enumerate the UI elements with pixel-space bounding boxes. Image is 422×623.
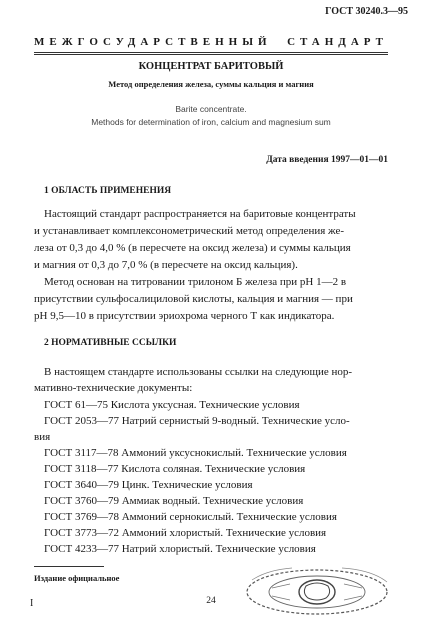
section-1-line: pH 9,5—10 в присутствии эриохрома черного Т как индикатора. [34,310,335,322]
reference-item: ГОСТ 2053—77 Натрий сернистый 9-водный. Технические усло- [44,415,350,427]
reference-item: ГОСТ 3773—72 Аммоний хлористый. Технические условия [44,527,327,539]
section-1-line: Настоящий стандарт распространяется на баритовые концентраты [44,208,356,220]
section-1-line: и магния от 0,3 до 7,0 % (в пересчете на оксид кальция). [34,259,298,271]
reference-item: ГОСТ 3117—78 Аммоний уксуснокислый. Технические условия [44,447,347,459]
section-1-line: присутствии сульфосалициловой кислоты, кальция и магния — при [34,293,353,305]
section-2-heading: 2 НОРМАТИВНЫЕ ССЫЛКИ [44,338,177,348]
reference-item: ГОСТ 3769—78 Аммоний сернокислый. Технические условия [44,511,337,523]
reference-item: ГОСТ 3760—79 Аммиак водный. Технические условия [44,495,304,507]
section-1-line: и устанавливает комплексонометрический метод определения же- [34,225,345,237]
header-rule-top [34,52,388,53]
english-title: Barite concentrate. [175,104,247,114]
page-number: 24 [206,596,216,606]
section-2-intro-line: В настоящем стандарте использованы ссылки на следующие нор- [44,366,353,378]
section-1-line: леза от 0,3 до 4,0 % (в пересчете на оксид железа) и суммы кальция [34,242,351,254]
header-rule-bottom [34,54,388,55]
reference-item: ГОСТ 4233—77 Натрий хлористый. Технические условия [44,543,316,555]
edition-label: Издание официальное [34,573,120,583]
section-2-intro-line: мативно-технические документы: [34,382,193,394]
footer-rule [34,566,104,567]
reference-item-continuation: вия [34,431,51,443]
english-subtitle: Methods for determination of iron, calcium and magnesium sum [91,117,331,127]
margin-mark: I [30,598,34,609]
reference-item: ГОСТ 3640—79 Цинк. Технические условия [44,479,253,491]
reference-item: ГОСТ 3118—77 Кислота соляная. Технические условия [44,463,306,475]
document-title: КОНЦЕНТРАТ БАРИТОВЫЙ [138,61,284,72]
document-subtitle: Метод определения железа, суммы кальция и магния [108,79,314,89]
standard-header [34,36,388,48]
standard-type-left: МЕЖГОСУДАРСТВЕННЫЙ [34,36,272,48]
section-1-heading: 1 ОБЛАСТЬ ПРИМЕНЕНИЯ [44,186,172,196]
library-stamp-icon [232,560,412,620]
section-1-line: Метод основан на титровании трилоном Б железа при pH 1—2 в [44,276,347,288]
reference-item: ГОСТ 61—75 Кислота уксусная. Технические условия [44,399,300,411]
standard-type-right: СТАНДАРТ [287,36,388,48]
gost-number: ГОСТ 30240.3—95 [325,6,408,17]
introduction-date: Дата введения 1997—01—01 [266,155,388,165]
